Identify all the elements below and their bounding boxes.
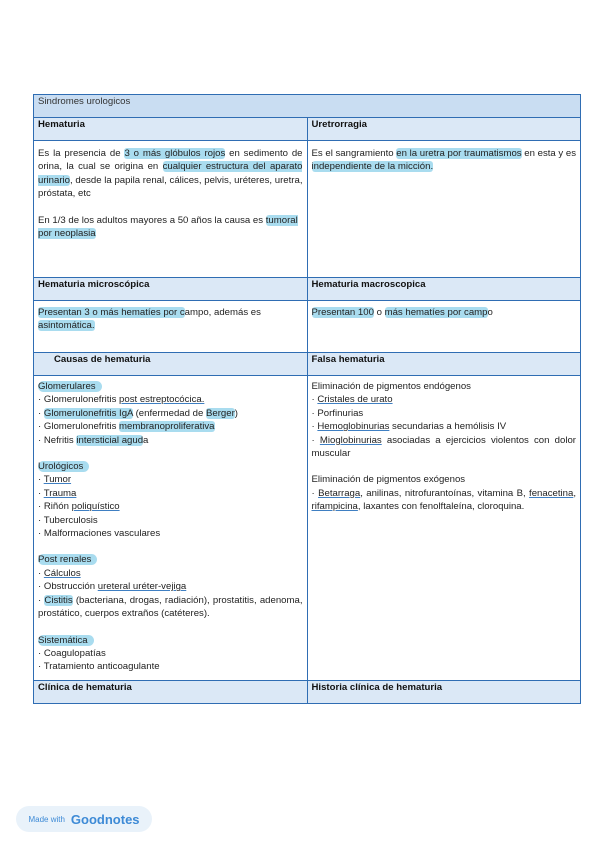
microscopic-cell: [34, 301, 308, 353]
goodnotes-badge[interactable]: [16, 806, 152, 832]
hematuria-cause-note: En 1/3 de los adultos mayores a 50 años la causa es tumoral por neoplasia: [38, 214, 298, 240]
uretrorragia-definition: Es el sangramiento en la uretra por traumatismos en esta y es independiente de la micción.: [311, 148, 577, 173]
macroscopic-cell: [307, 301, 581, 353]
list-item: · Cristales de urato: [311, 394, 393, 406]
urologicos-label: Urológicos: [38, 461, 89, 472]
macroscopic-header: Hematuria macroscopica: [307, 278, 581, 301]
hematuria-cell: [34, 141, 308, 278]
exogenous-title: Eliminación de pigmentos exógenos: [311, 474, 466, 486]
causes-cell: [34, 376, 308, 681]
list-item: · Hemoglobinurias secundarias a hemólisis IV: [311, 421, 507, 433]
macroscopic-text: Presentan 100 o más hematíes por campo: [311, 307, 493, 318]
sistematica-label: Sistemática: [38, 635, 94, 646]
false-hematuria-cell: [307, 376, 581, 681]
hematuria-header: Hematuria: [34, 118, 308, 141]
list-item: · Tratamiento anticoagulante: [38, 661, 160, 673]
glomerulares-label: Glomerulares: [38, 381, 102, 392]
list-item: · Coagulopatías: [38, 647, 106, 659]
hematuria-definition: Es la presencia de 3 o más glóbulos rojos en sedimento de orina, la cual se origina en cualquier estructura del aparato urinario, desde la papila renal, cálices, pelvis, uréteres, uretra, próstata, etc: [38, 148, 303, 200]
false-hematuria-header: Falsa hematuria: [307, 353, 581, 376]
list-item: · Riñón poliquístico: [38, 501, 120, 513]
list-item: · Glomerulonefritis post estreptocócica.: [38, 394, 205, 406]
microscopic-text: Presentan 3 o más hematíes por campo, además es asintomática.: [38, 307, 261, 332]
list-item: · Glomerulonefritis membranoproliferativa: [38, 421, 215, 433]
endogenous-title: Eliminación de pigmentos endógenos: [311, 381, 471, 392]
history-header: Historia clínica de hematuria: [307, 681, 581, 704]
made-with-label: Made with: [28, 814, 65, 824]
list-item: · Porfinurias: [311, 407, 364, 419]
list-item: · Nefritis intersticial aguda: [38, 434, 149, 446]
causes-header: Causas de hematuria: [34, 353, 308, 376]
list-item: · Tuberculosis: [38, 514, 98, 526]
list-item: · Cálculos: [38, 567, 81, 579]
goodnotes-logo: Goodnotes: [70, 811, 140, 827]
list-item: · Obstrucción ureteral uréter-vejiga: [38, 581, 187, 593]
list-item: · Tumor: [38, 474, 72, 486]
list-item: · Betarraga, anilinas, nitrofurantoínas, vitamina B, fenacetina, rifampicina, laxantes con fenolftaleína, cloroquina.: [311, 487, 576, 513]
list-item: · Mioglobinurias asociadas a ejercicios violentos con dolor muscular: [311, 434, 576, 460]
list-item: · Glomerulonefritis IgA (enfermedad de Berger): [38, 407, 238, 419]
list-item: · Trauma: [38, 487, 77, 499]
clinical-header: Clínica de hematuria: [34, 681, 308, 704]
post-renales-label: Post renales: [38, 554, 97, 565]
table-title: Sindromes urologicos: [34, 95, 581, 118]
list-item: · Cistitis (bacteriana, drogas, radiación), prostatitis, adenoma, prostático, cuerpos extraños (catéteres).: [38, 594, 303, 620]
urology-syndromes-table: [33, 94, 581, 704]
microscopic-header: Hematuria microscópica: [34, 278, 308, 301]
uretrorragia-header: Uretrorragia: [307, 118, 581, 141]
uretrorragia-cell: [307, 141, 581, 278]
list-item: · Malformaciones vasculares: [38, 528, 161, 540]
